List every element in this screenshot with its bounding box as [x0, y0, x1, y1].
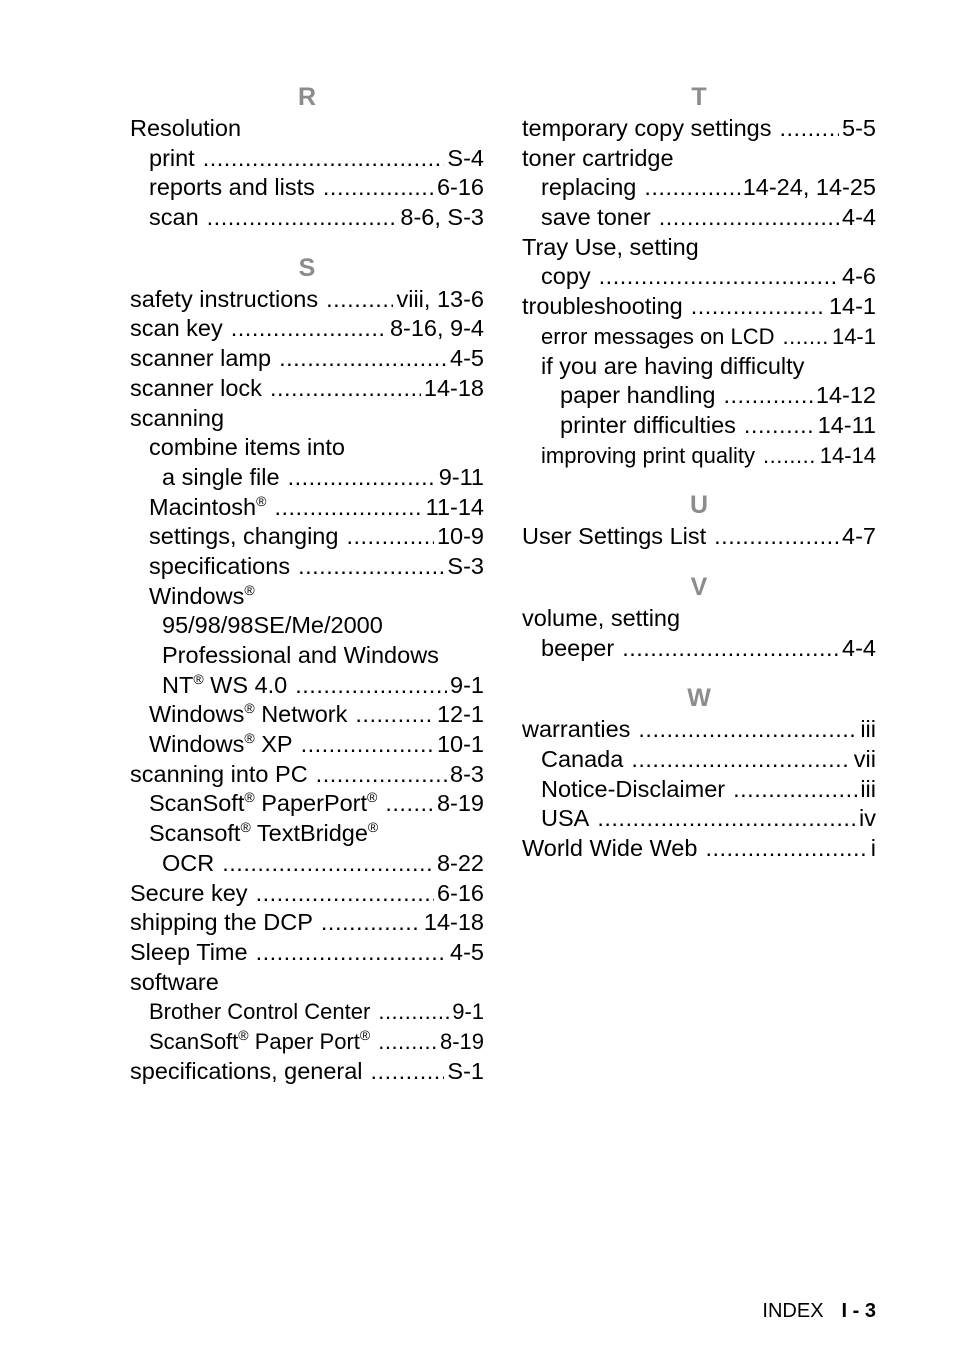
page-reference: 4-6 [842, 263, 876, 290]
dot-leader [659, 203, 839, 233]
dot-leader [222, 849, 434, 879]
dot-leader [207, 203, 398, 233]
dot-leader [744, 411, 815, 441]
index-entry [522, 262, 876, 292]
index-term: troubleshooting [522, 293, 683, 320]
section-letter: U [689, 491, 709, 520]
dot-leader [256, 879, 434, 909]
index-term: safety instructions [130, 285, 319, 312]
index-term: Windows® Network [149, 700, 348, 728]
index-entry [522, 522, 876, 552]
index-term: specifications [149, 552, 291, 579]
index-term: shipping the DCP [130, 909, 313, 936]
page-reference: 8-19 [436, 790, 484, 817]
index-entry [522, 604, 876, 634]
page-reference: 4-7 [842, 523, 876, 550]
index-entry [130, 404, 484, 434]
index-term: Windows® [149, 581, 255, 609]
index-term: USA [541, 805, 590, 832]
dot-leader [691, 292, 826, 322]
index-term: copy [541, 263, 591, 290]
index-entry [130, 433, 484, 463]
index-entry [522, 715, 876, 745]
page-reference: 14-24, 14-25 [742, 174, 876, 201]
index-entry [130, 671, 484, 701]
page-reference: S-4 [447, 144, 484, 171]
index-entry [130, 582, 484, 612]
section-letter: R [297, 83, 317, 111]
dot-leader [779, 114, 839, 144]
index-entry [130, 285, 484, 315]
index-entry [522, 352, 876, 382]
dot-leader [724, 381, 813, 411]
dot-leader [321, 908, 421, 938]
page-reference: iii [860, 775, 876, 802]
index-entry [130, 760, 484, 790]
page-reference: i [870, 835, 876, 862]
index-term: specifications, general [130, 1057, 363, 1084]
index-entry [130, 203, 484, 233]
dot-leader [346, 522, 434, 552]
index-term: Brother Control Center [149, 999, 371, 1025]
index-entry [130, 314, 484, 344]
index-entry [130, 730, 484, 760]
page-reference: viii, 13-6 [396, 285, 484, 312]
index-entry [130, 611, 484, 641]
dot-leader [298, 552, 444, 582]
page-reference: 10-1 [436, 731, 484, 758]
dot-leader [270, 374, 421, 404]
index-term: OCR [162, 849, 215, 876]
index-term: World Wide Web [522, 835, 698, 862]
index-term: Scansoft® TextBridge® [149, 819, 379, 847]
page-reference: 11-14 [425, 493, 484, 520]
index-term: temporary copy settings [522, 115, 772, 141]
page-reference: 6-16 [436, 174, 484, 201]
index-entry [130, 879, 484, 909]
index-term: scanning [130, 404, 225, 431]
index-term: software [130, 968, 219, 995]
dot-leader [631, 745, 850, 775]
index-entry [522, 114, 876, 144]
dot-leader [705, 834, 867, 864]
page-reference: 4-4 [842, 204, 876, 231]
dot-leader [378, 997, 449, 1027]
footer-label: INDEX [762, 1300, 824, 1322]
index-column-left [130, 80, 484, 1086]
index-term: settings, changing [149, 523, 339, 550]
dot-leader [378, 1027, 437, 1057]
index-term: reports and lists [149, 174, 315, 201]
index-entry [130, 173, 484, 203]
index-term: ScanSoft® Paper Port® [149, 1026, 371, 1054]
index-entry [130, 1057, 484, 1087]
index-entry [522, 203, 876, 233]
index-term: volume, setting [522, 604, 681, 631]
index-entry [522, 441, 876, 471]
index-term: scan key [130, 315, 223, 342]
dot-leader [231, 314, 387, 344]
index-entry [130, 374, 484, 404]
index-entry [130, 997, 484, 1027]
index-term: Resolution [130, 115, 242, 141]
index-entry [130, 938, 484, 968]
dot-leader [203, 144, 445, 174]
dot-leader [622, 634, 839, 664]
page-reference: 4-5 [450, 938, 484, 965]
index-term: warranties [522, 716, 631, 743]
index-entry [522, 804, 876, 834]
page-reference: 14-18 [423, 909, 484, 936]
index-entry [522, 775, 876, 805]
dot-leader [371, 1057, 445, 1087]
index-term: error messages on LCD [541, 323, 775, 349]
page-reference: 6-16 [436, 879, 484, 906]
dot-leader [763, 441, 817, 471]
index-entry [130, 641, 484, 671]
index-entry [522, 233, 876, 263]
index-term: scanning into PC [130, 760, 308, 787]
dot-leader [644, 173, 739, 203]
page-footer [762, 1300, 876, 1323]
index-entry [130, 1027, 484, 1057]
index-entry [522, 292, 876, 322]
index-term: improving print quality [541, 442, 755, 468]
page-reference: S-3 [447, 552, 484, 579]
dot-leader [316, 760, 447, 790]
index-term: combine items into [149, 434, 345, 461]
index-term: ScanSoft® PaperPort® [149, 789, 378, 817]
index-term: Windows® XP [149, 730, 293, 758]
page-reference: 8-16, 9-4 [389, 315, 484, 342]
index-entry [522, 381, 876, 411]
page-reference: 14-1 [831, 323, 876, 349]
index-entry [130, 819, 484, 849]
page-reference: 5-5 [842, 115, 876, 141]
index-entry [130, 463, 484, 493]
dot-leader [355, 700, 434, 730]
index-entry [130, 789, 484, 819]
index-term: scan [149, 204, 199, 231]
index-entry [130, 344, 484, 374]
index-term: 95/98/98SE/Me/2000 [162, 612, 383, 639]
dot-leader [597, 804, 856, 834]
section-letter: W [687, 684, 711, 713]
dot-leader [783, 322, 829, 352]
index-term: Tray Use, setting [522, 233, 699, 260]
index-entry [130, 522, 484, 552]
dot-leader [385, 789, 434, 819]
index-term: printer difficulties [560, 411, 736, 438]
index-term: paper handling [560, 382, 716, 409]
index-term: print [149, 144, 195, 171]
page-reference: iii [860, 716, 876, 743]
dot-leader [638, 715, 857, 745]
index-entry [130, 493, 484, 523]
index-entry [522, 411, 876, 441]
page-reference: 12-1 [436, 701, 484, 728]
index-term: scanner lamp [130, 345, 272, 372]
dot-leader [256, 938, 447, 968]
index-term: Secure key [130, 879, 248, 906]
dot-leader [323, 173, 434, 203]
index-term: save toner [541, 204, 651, 231]
dot-leader [295, 671, 447, 701]
index-term: replacing [541, 174, 637, 201]
index-column-right [522, 80, 876, 864]
page-reference: iv [859, 805, 876, 832]
index-entry [522, 173, 876, 203]
page-reference: 9-1 [450, 671, 484, 698]
index-term: Professional and Windows [162, 642, 439, 668]
section-letter: T [691, 83, 707, 111]
index-term: a single file [162, 463, 280, 490]
index-entry [130, 144, 484, 174]
page-reference: 4-4 [842, 634, 876, 661]
page-reference: 14-14 [819, 442, 876, 468]
dot-leader [288, 463, 436, 493]
page-reference: S-1 [447, 1057, 484, 1084]
index-entry [522, 144, 876, 174]
index-term: Macintosh® [149, 492, 267, 520]
index-term: User Settings List [522, 523, 707, 550]
index-entry [130, 552, 484, 582]
index-term: Canada [541, 746, 624, 772]
index-entry [130, 968, 484, 998]
index-entry [522, 834, 876, 864]
page-reference: 10-9 [436, 523, 484, 550]
page-reference: 4-5 [450, 345, 484, 372]
dot-leader [733, 775, 857, 805]
page-reference: 14-11 [817, 411, 876, 438]
dot-leader [599, 262, 839, 292]
dot-leader [279, 344, 447, 374]
page-number: I - 3 [841, 1300, 876, 1322]
page-reference: 9-1 [452, 999, 484, 1025]
page-reference: 8-19 [439, 1028, 484, 1054]
page-reference: 14-12 [815, 382, 876, 409]
index-entry [522, 634, 876, 664]
index-entry [130, 908, 484, 938]
index-entry [130, 849, 484, 879]
dot-leader [714, 522, 839, 552]
section-letter: S [298, 253, 316, 282]
page-reference: vii [853, 746, 876, 772]
index-entry [522, 745, 876, 775]
page-reference: 9-11 [438, 463, 484, 490]
index-term: Notice-Disclaimer [541, 775, 726, 802]
index-entry [130, 700, 484, 730]
index-term: scanner lock [130, 374, 262, 401]
page-reference: 14-1 [828, 293, 876, 320]
page-reference: 14-18 [423, 374, 484, 401]
index-term: Sleep Time [130, 938, 248, 965]
index-entry [130, 114, 484, 144]
page-reference: 8-22 [436, 849, 484, 876]
page-reference: 8-3 [450, 760, 484, 787]
index-term: beeper [541, 634, 615, 661]
dot-leader [274, 493, 422, 523]
section-letter: V [690, 572, 708, 601]
index-term: toner cartridge [522, 144, 674, 171]
index-term: NT® WS 4.0 [162, 670, 288, 698]
page-reference: 8-6, S-3 [400, 204, 484, 231]
index-entry [522, 322, 876, 352]
dot-leader [301, 730, 434, 760]
dot-leader [326, 285, 393, 315]
index-term: if you are having difficulty [541, 352, 805, 379]
